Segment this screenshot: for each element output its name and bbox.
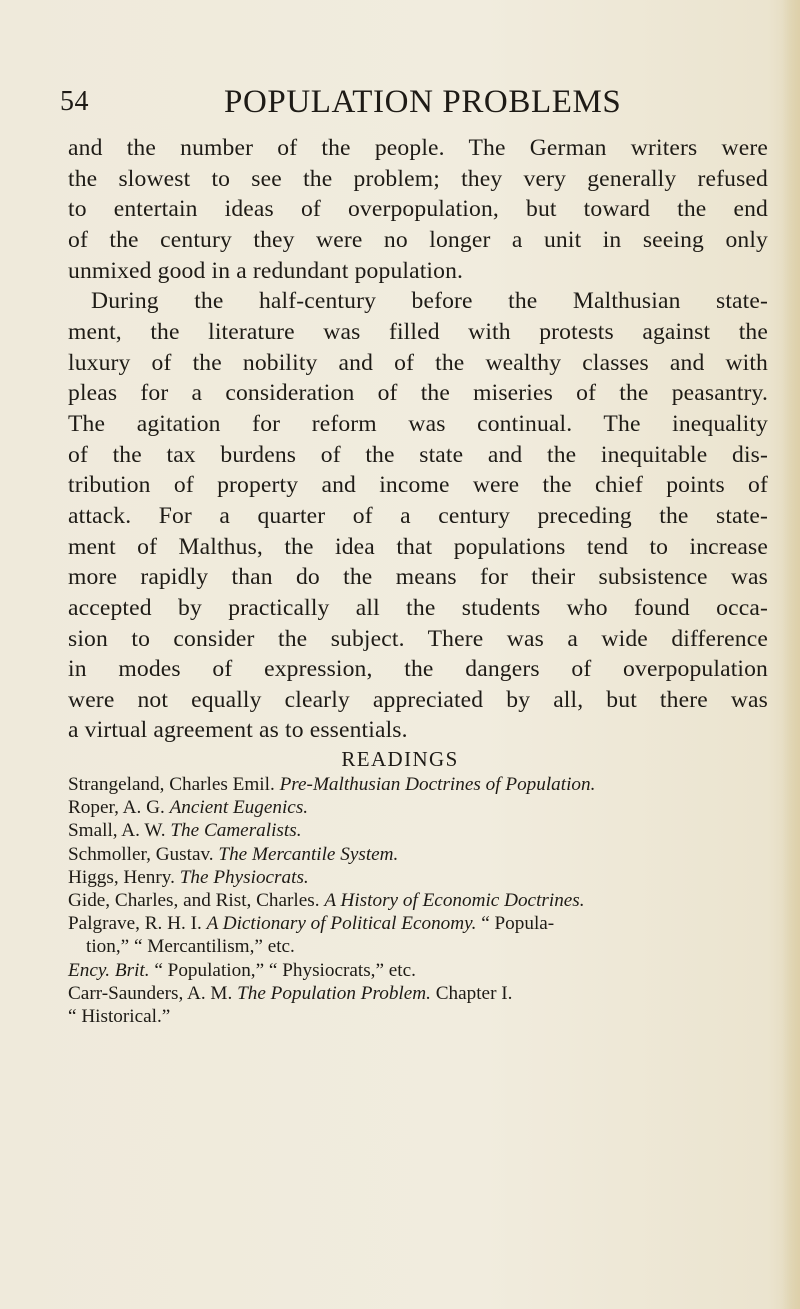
- body-line: were not equally clearly appreciated by all, but there was: [68, 686, 768, 713]
- body-line: luxury of the nobility and of the wealthy classes and with: [68, 349, 768, 376]
- reference-item: Strangeland, Charles Emil. Pre-Malthusian Doctrines of Population.: [68, 774, 596, 795]
- body-line: sion to consider the subject. There was a wide difference: [68, 625, 768, 652]
- body-line: attack. For a quarter of a century preceding the state-: [68, 502, 768, 529]
- body-line: of the tax burdens of the state and the inequitable dis-: [68, 441, 768, 468]
- running-head: POPULATION PROBLEMS: [224, 84, 622, 120]
- page-edge-shadow: [782, 0, 800, 1309]
- reference-item: Ency. Brit. “ Population,” “ Physiocrats,” etc.: [68, 959, 416, 981]
- body-line: in modes of expression, the dangers of overpopulation: [68, 656, 768, 683]
- body-line: pleas for a consideration of the miseries of the peasantry.: [68, 380, 768, 407]
- body-line: accepted by practically all the students who found occa-: [68, 594, 768, 621]
- reference-item: Small, A. W. The Cameralists.: [68, 820, 302, 842]
- body-line: unmixed good in a redundant population.: [68, 257, 464, 284]
- reference-item: Carr-Saunders, A. M. The Population Problem. Chapter I.: [68, 982, 513, 1004]
- body-line: The agitation for reform was continual. The inequality: [68, 410, 768, 437]
- reference-continuation: tion,” “ Mercantilism,” etc.: [86, 936, 295, 958]
- reference-item: Higgs, Henry. The Physiocrats.: [68, 866, 309, 888]
- body-line: ment, the literature was filled with protests against the: [68, 318, 768, 345]
- body-line: ment of Malthus, the idea that populations tend to increase: [68, 533, 768, 560]
- body-text: [68, 133, 768, 746]
- readings-list: [68, 773, 768, 1028]
- readings-heading: READINGS: [341, 747, 459, 771]
- reference-item: Palgrave, R. H. I. A Dictionary of Political Economy. “ Popula-: [68, 913, 555, 935]
- page-header: [0, 84, 800, 124]
- body-line: the slowest to see the problem; they very generally refused: [68, 165, 768, 192]
- body-line: of the century they were no longer a unit in seeing only: [68, 226, 768, 253]
- body-line: a virtual agreement as to essentials.: [68, 717, 408, 744]
- body-line: and the number of the people. The German writers were: [68, 135, 768, 161]
- body-line: more rapidly than do the means for their subsistence was: [68, 564, 768, 591]
- reference-item: Gide, Charles, and Rist, Charles. A History of Economic Doctrines.: [68, 890, 585, 912]
- reference-item: Schmoller, Gustav. The Mercantile System.: [68, 843, 399, 865]
- body-line: to entertain ideas of overpopulation, but toward the end: [68, 196, 768, 223]
- page-number: 54: [60, 86, 89, 117]
- reference-continuation: “ Historical.”: [68, 1006, 171, 1028]
- reference-item: Roper, A. G. Ancient Eugenics.: [68, 797, 309, 819]
- body-line: During the half-century before the Malthusian state-: [91, 288, 768, 315]
- body-line: tribution of property and income were the chief points of: [68, 472, 768, 499]
